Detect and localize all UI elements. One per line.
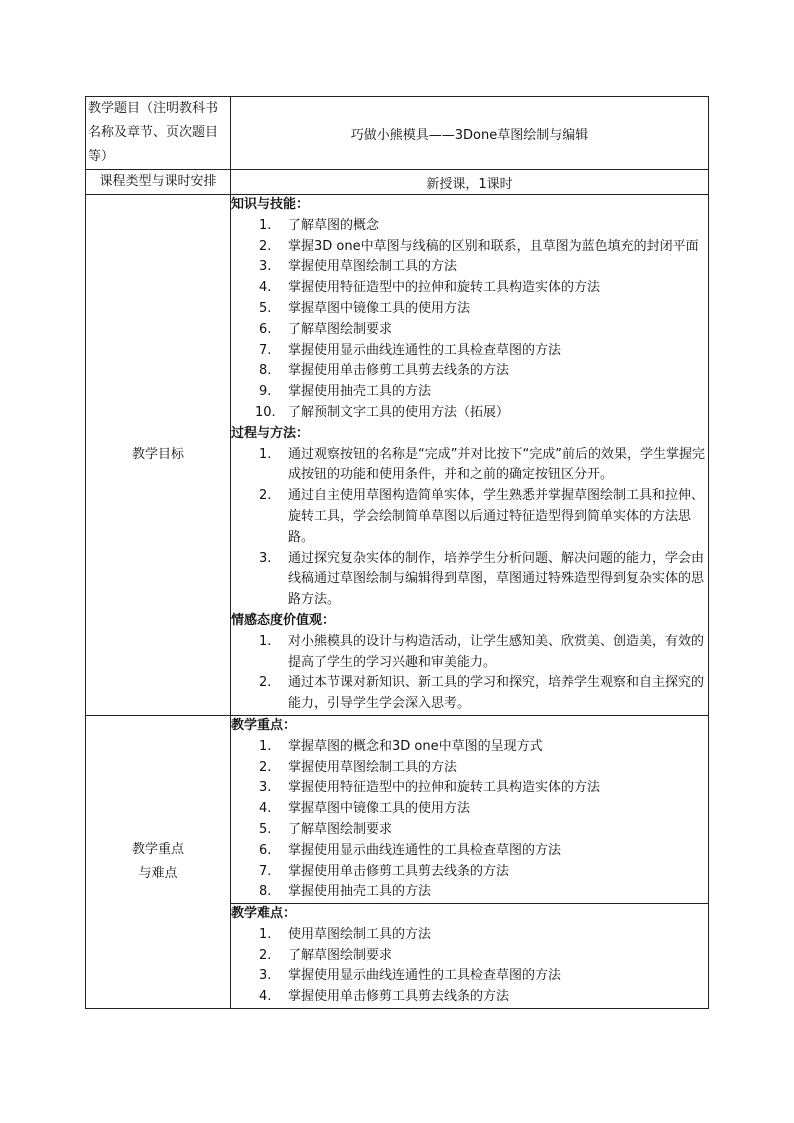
list-item [231, 925, 708, 946]
list-item-number: 4. [259, 989, 272, 1005]
difficult-points-content [231, 904, 709, 1009]
list-item-number: 2. [259, 947, 272, 963]
list-item [231, 966, 708, 987]
lesson-title-value: 巧做小熊模具——3Done草图绘制与编辑 [231, 97, 709, 170]
list-item-number: 9. [259, 384, 272, 400]
list-item [231, 486, 708, 548]
list-item [231, 987, 708, 1008]
list-item-text: 掌握草图中镜像工具的使用方法 [288, 300, 471, 316]
list-item [231, 820, 708, 841]
list-item-number: 10. [255, 404, 276, 420]
list-item-text: 掌握草图中镜像工具的使用方法 [288, 801, 471, 817]
list-item-number: 1. [259, 446, 272, 462]
list-item [231, 758, 708, 779]
list-item-number: 2. [259, 488, 272, 504]
list-item-text: 掌握使用单击修剪工具剪去线条的方法 [288, 363, 510, 379]
list-item-text: 了解草图绘制要求 [288, 321, 393, 337]
list-item-text: 掌握使用显示曲线连通性的工具检查草图的方法 [288, 842, 562, 858]
list-item-text: 通过本节课对新知识、新工具的学习和探究，培养学生观察和自主探究的能力，引导学生学会深入思考。 [288, 675, 705, 712]
list-item [231, 216, 708, 237]
key-points-content [231, 715, 709, 903]
list-item-number: 6. [259, 321, 272, 337]
row-course-type [86, 170, 709, 195]
list-item [231, 673, 708, 715]
list-item-number: 3. [259, 780, 272, 796]
teaching-goals-content [231, 195, 709, 716]
row-lesson-title [86, 97, 709, 170]
list-item-number: 1. [259, 633, 272, 649]
list-item-text: 掌握使用显示曲线连通性的工具检查草图的方法 [288, 968, 562, 984]
list-item-number: 1. [259, 738, 272, 754]
list-item [231, 382, 708, 403]
list-item-text: 通过探究复杂实体的制作，培养学生分析问题、解决问题的能力，学会由线稿通过草图绘制与编辑得到草图，草图通过特殊造型得到复杂实体的思路方法。 [288, 550, 705, 608]
list-item-number: 2. [259, 675, 272, 691]
lesson-plan-table [85, 96, 709, 1009]
knowledge-skills-list [231, 216, 708, 424]
list-item-text: 掌握3D one中草图与线稿的区别和联系，且草图为蓝色填充的封闭平面 [288, 238, 699, 254]
list-item-number: 1. [259, 926, 272, 942]
list-item [231, 882, 708, 903]
focus-label-line1: 教学重点 [131, 842, 184, 857]
list-item-text: 掌握使用特征造型中的拉伸和旋转工具构造实体的方法 [288, 780, 601, 796]
course-type-value: 新授课，1课时 [231, 170, 709, 195]
key-points-title: 教学重点： [231, 717, 297, 733]
list-item-number: 2. [259, 238, 272, 254]
list-item [231, 445, 708, 487]
row-teaching-goals [86, 195, 709, 716]
difficult-points-title: 教学难点： [231, 906, 297, 922]
lesson-title-label: 教学题目（注明教科书名称及章节、页次题目等） [86, 97, 231, 170]
list-item [231, 862, 708, 883]
row-key-points [86, 715, 709, 903]
list-item-number: 5. [259, 300, 272, 316]
list-item [231, 799, 708, 820]
list-item [231, 632, 708, 674]
list-item [231, 403, 708, 424]
teaching-goals-label: 教学目标 [86, 195, 231, 716]
list-item [231, 341, 708, 362]
list-item [231, 361, 708, 382]
list-item-text: 了解草图绘制要求 [288, 821, 393, 837]
list-item-text: 了解草图绘制要求 [288, 947, 393, 963]
list-item-number: 3. [259, 259, 272, 275]
key-points-list [231, 737, 708, 903]
list-item-text: 掌握使用草图绘制工具的方法 [288, 759, 458, 775]
list-item-text: 掌握使用抽壳工具的方法 [288, 884, 432, 900]
list-item-text: 了解预制文字工具的使用方法（拓展） [288, 404, 510, 420]
list-item [231, 320, 708, 341]
focus-difficulty-label [86, 715, 231, 1008]
list-item-number: 8. [259, 363, 272, 379]
list-item [231, 278, 708, 299]
list-item [231, 299, 708, 320]
list-item-number: 4. [259, 280, 272, 296]
list-item [231, 841, 708, 862]
attitude-values-title: 情感态度价值观： [231, 612, 336, 628]
difficult-points-list [231, 925, 708, 1008]
list-item-text: 对小熊模具的设计与构造活动，让学生感知美、欣赏美、创造美，有效的提高了学生的学习兴趣和审美能力。 [288, 633, 705, 670]
list-item-text: 使用草图绘制工具的方法 [288, 926, 432, 942]
list-item [231, 946, 708, 967]
list-item [231, 257, 708, 278]
list-item-number: 2. [259, 759, 272, 775]
process-methods-list [231, 445, 708, 611]
list-item-number: 7. [259, 342, 272, 358]
list-item-number: 6. [259, 842, 272, 858]
course-type-label: 课程类型与课时安排 [86, 170, 231, 195]
list-item-text: 掌握使用单击修剪工具剪去线条的方法 [288, 989, 510, 1005]
list-item-text: 掌握使用单击修剪工具剪去线条的方法 [288, 863, 510, 879]
list-item-number: 3. [259, 968, 272, 984]
list-item-number: 1. [259, 217, 272, 233]
list-item-number: 3. [259, 550, 272, 566]
list-item [231, 237, 708, 258]
list-item-number: 7. [259, 863, 272, 879]
list-item-number: 4. [259, 801, 272, 817]
list-item [231, 778, 708, 799]
list-item [231, 549, 708, 611]
list-item-text: 掌握使用草图绘制工具的方法 [288, 259, 458, 275]
focus-label-line2: 与难点 [138, 866, 178, 881]
list-item-text: 掌握草图的概念和3D one中草图的呈现方式 [288, 738, 543, 754]
list-item-number: 5. [259, 821, 272, 837]
list-item-number: 8. [259, 884, 272, 900]
list-item-text: 掌握使用特征造型中的拉伸和旋转工具构造实体的方法 [288, 280, 601, 296]
list-item [231, 737, 708, 758]
list-item-text: 掌握使用抽壳工具的方法 [288, 384, 432, 400]
attitude-values-list [231, 632, 708, 715]
process-methods-title: 过程与方法： [231, 425, 310, 441]
knowledge-skills-title: 知识与技能： [231, 197, 310, 212]
list-item-text: 通过自主使用草图构造简单实体，学生熟悉并掌握草图绘制工具和拉伸、旋转工具，学会绘制简单草图以后通过特征造型得到简单实体的方法思路。 [288, 488, 705, 545]
list-item-text: 了解草图的概念 [288, 217, 380, 233]
list-item-text: 掌握使用显示曲线连通性的工具检查草图的方法 [288, 342, 562, 358]
list-item-text: 通过观察按钮的名称是“完成”并对比按下“完成”前后的效果，学生掌握完成按钮的功能和使用条件，并和之前的确定按钮区分开。 [288, 446, 705, 483]
